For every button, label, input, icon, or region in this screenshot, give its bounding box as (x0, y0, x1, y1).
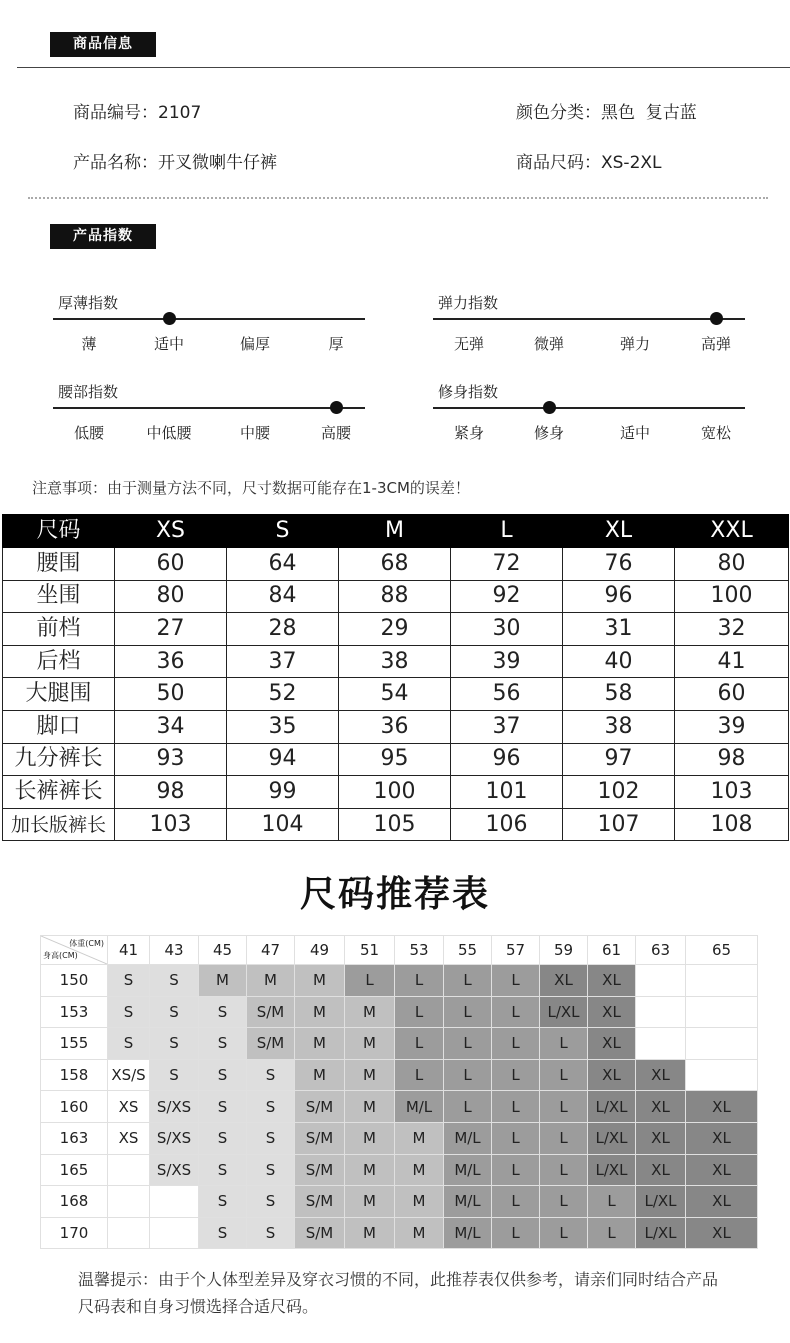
recommend-size-cell: XS (108, 1122, 150, 1154)
size-value-cell: 56 (451, 678, 563, 711)
size-value-cell: 103 (115, 808, 227, 841)
product-name-value: 开叉微喇牛仔裤 (158, 153, 277, 173)
recommend-size-cell: S/XS (150, 1122, 199, 1154)
index-title: 腰部指数 (58, 383, 119, 401)
recommend-size-cell: S/M (295, 1091, 345, 1123)
table-row (3, 548, 789, 581)
index-marker-dot (710, 312, 723, 325)
size-value-cell: 97 (563, 743, 675, 776)
size-table (2, 514, 789, 841)
size-value-cell: 36 (339, 710, 451, 743)
recommend-size-cell: S (247, 1122, 295, 1154)
table-row (41, 1059, 758, 1091)
product-info-tag: 商品信息 (50, 32, 156, 57)
recommend-size-cell: M (395, 1154, 444, 1186)
recommend-size-cell: S/M (247, 1028, 295, 1060)
size-value-cell: 38 (339, 645, 451, 678)
index-track (433, 318, 745, 320)
recommend-size-cell: L (492, 965, 540, 997)
size-value-cell: 94 (227, 743, 339, 776)
recommend-size-cell: L/XL (588, 1154, 636, 1186)
recommend-size-cell: S/M (295, 1217, 345, 1249)
recommend-size-cell: L (444, 996, 492, 1028)
index-marker-dot (330, 401, 343, 414)
recommend-size-cell: S (150, 996, 199, 1028)
recommend-size-cell: M/L (395, 1091, 444, 1123)
weight-header-cell: 49 (295, 936, 345, 965)
recommend-size-cell: M (295, 965, 345, 997)
recommend-size-cell: XS/S (108, 1059, 150, 1091)
index-option: 高弹 (700, 335, 731, 353)
recommend-table (40, 935, 758, 1249)
recommend-size-cell (108, 1154, 150, 1186)
size-header-cell: XXL (675, 515, 789, 548)
index-option: 适中 (153, 335, 184, 353)
index-title: 厚薄指数 (58, 294, 119, 312)
recommend-size-cell: S/M (295, 1186, 345, 1218)
recommend-size-cell (636, 1028, 686, 1060)
size-value-cell: 101 (451, 776, 563, 809)
recommend-size-cell (636, 965, 686, 997)
size-value-cell: 31 (563, 613, 675, 646)
table-row (41, 965, 758, 997)
size-value-cell: 36 (115, 645, 227, 678)
index-title: 弹力指数 (438, 294, 499, 312)
size-value-cell: 104 (227, 808, 339, 841)
recommend-size-cell: S (247, 1091, 295, 1123)
product-index-tag: 产品指数 (50, 224, 156, 249)
weight-header-cell: 53 (395, 936, 444, 965)
size-value-cell: 32 (675, 613, 789, 646)
size-value-cell: 99 (227, 776, 339, 809)
size-value-cell: 92 (451, 580, 563, 613)
table-row (3, 808, 789, 841)
table-row (41, 1186, 758, 1218)
size-value-cell: 88 (339, 580, 451, 613)
recommend-size-cell: L (395, 965, 444, 997)
weight-header-cell: 63 (636, 936, 686, 965)
recommend-size-cell: M (395, 1217, 444, 1249)
recommend-size-cell: L (540, 1091, 588, 1123)
recommend-size-cell: M (345, 996, 395, 1028)
recommend-size-cell: S (199, 1059, 247, 1091)
product-color (516, 98, 697, 123)
product-color-value: 黑色 复古蓝 (601, 103, 697, 123)
size-value-cell: 29 (339, 613, 451, 646)
index-option: 低腰 (73, 424, 104, 442)
weight-header-cell: 65 (686, 936, 758, 965)
weight-header-cell: 41 (108, 936, 150, 965)
product-size (516, 148, 662, 173)
recommend-size-cell: XL (636, 1154, 686, 1186)
product-size-label: 商品尺码： (516, 153, 601, 173)
size-value-cell: 102 (563, 776, 675, 809)
recommend-size-cell: S/M (247, 996, 295, 1028)
size-header-cell: XS (115, 515, 227, 548)
size-value-cell: 108 (675, 808, 789, 841)
recommend-size-cell: M (345, 1154, 395, 1186)
recommend-size-cell (686, 1028, 758, 1060)
recommend-size-cell: M (345, 1028, 395, 1060)
recommend-size-cell: S/M (295, 1122, 345, 1154)
recommend-size-cell: S (108, 965, 150, 997)
recommend-size-cell: L (395, 1059, 444, 1091)
height-cell: 155 (41, 1028, 108, 1060)
recommend-size-cell: L (492, 1028, 540, 1060)
weight-header-cell: 43 (150, 936, 199, 965)
index-thickness (53, 292, 365, 372)
index-marker-dot (543, 401, 556, 414)
height-cell: 150 (41, 965, 108, 997)
recommend-size-cell: L (395, 1028, 444, 1060)
weight-axis-label: 体重(CM) (69, 939, 104, 948)
recommend-size-cell: L (540, 1186, 588, 1218)
recommend-size-cell: XL (588, 965, 636, 997)
recommend-size-cell: M (345, 1059, 395, 1091)
row-label: 长裤裤长 (3, 776, 115, 809)
recommend-size-cell: M (395, 1186, 444, 1218)
size-value-cell: 30 (451, 613, 563, 646)
index-option: 宽松 (700, 424, 731, 442)
recommend-size-cell (686, 1059, 758, 1091)
recommend-size-cell: M (345, 1217, 395, 1249)
product-code (73, 98, 201, 123)
recommend-size-cell: XS (108, 1091, 150, 1123)
table-row (3, 580, 789, 613)
recommend-size-cell: L (492, 1059, 540, 1091)
index-option: 薄 (81, 335, 97, 353)
product-code-value: 2107 (158, 103, 202, 123)
recommend-size-cell: M/L (444, 1217, 492, 1249)
weight-header-cell: 59 (540, 936, 588, 965)
recommend-size-cell: S (150, 1028, 199, 1060)
row-label: 大腿围 (3, 678, 115, 711)
recommend-size-cell: L (540, 1154, 588, 1186)
size-value-cell: 107 (563, 808, 675, 841)
recommend-size-cell: S (150, 1059, 199, 1091)
table-row (3, 613, 789, 646)
recommend-size-cell: S (247, 1186, 295, 1218)
recommend-size-cell: XL (540, 965, 588, 997)
size-table-header (3, 515, 789, 548)
size-value-cell: 60 (115, 548, 227, 581)
recommend-corner-cell (41, 936, 108, 965)
row-label: 腰围 (3, 548, 115, 581)
index-option: 厚 (328, 335, 344, 353)
recommend-size-cell: S (247, 1059, 295, 1091)
recommend-size-cell: XL (588, 1059, 636, 1091)
size-value-cell: 27 (115, 613, 227, 646)
recommend-size-cell: S (199, 1217, 247, 1249)
size-value-cell: 58 (563, 678, 675, 711)
table-row (3, 776, 789, 809)
recommend-size-cell: XL (686, 1217, 758, 1249)
recommend-size-cell: L (492, 1091, 540, 1123)
row-label: 九分裤长 (3, 743, 115, 776)
recommend-size-cell: L/XL (636, 1186, 686, 1218)
weight-header-cell: 45 (199, 936, 247, 965)
recommend-size-cell: M (345, 1091, 395, 1123)
product-color-label: 颜色分类： (516, 103, 601, 123)
table-row (41, 1154, 758, 1186)
size-value-cell: 35 (227, 710, 339, 743)
size-value-cell: 39 (675, 710, 789, 743)
row-label: 后档 (3, 645, 115, 678)
size-value-cell: 54 (339, 678, 451, 711)
recommend-size-cell: L (540, 1059, 588, 1091)
index-track (53, 318, 365, 320)
size-value-cell: 105 (339, 808, 451, 841)
recommend-size-cell: M (199, 965, 247, 997)
recommend-size-cell: L (492, 1122, 540, 1154)
recommend-size-cell (636, 996, 686, 1028)
size-value-cell: 98 (115, 776, 227, 809)
weight-header-cell: 51 (345, 936, 395, 965)
size-value-cell: 37 (451, 710, 563, 743)
recommend-size-cell: S (199, 1028, 247, 1060)
index-option: 偏厚 (239, 335, 270, 353)
recommend-size-cell: L (444, 1091, 492, 1123)
size-value-cell: 98 (675, 743, 789, 776)
weight-header-cell: 61 (588, 936, 636, 965)
recommend-size-cell: L (492, 1154, 540, 1186)
size-value-cell: 34 (115, 710, 227, 743)
size-value-cell: 50 (115, 678, 227, 711)
recommend-size-cell: M (247, 965, 295, 997)
table-row (41, 996, 758, 1028)
product-size-value: XS-2XL (601, 153, 662, 173)
recommend-size-cell: M/L (444, 1186, 492, 1218)
recommend-size-cell: S (247, 1154, 295, 1186)
row-label: 前档 (3, 613, 115, 646)
size-value-cell: 95 (339, 743, 451, 776)
table-row (3, 710, 789, 743)
size-header-cell: L (451, 515, 563, 548)
size-value-cell: 40 (563, 645, 675, 678)
recommend-size-cell: L (540, 1028, 588, 1060)
recommend-size-cell: L (444, 1028, 492, 1060)
recommend-size-cell: S (108, 1028, 150, 1060)
recommend-size-cell: S/M (295, 1154, 345, 1186)
size-value-cell: 68 (339, 548, 451, 581)
recommend-size-cell: M (345, 1122, 395, 1154)
recommend-size-cell: L (492, 1186, 540, 1218)
size-value-cell: 52 (227, 678, 339, 711)
recommend-size-cell: S (199, 1154, 247, 1186)
recommend-size-cell: L/XL (588, 1091, 636, 1123)
weight-header-cell: 55 (444, 936, 492, 965)
recommend-size-cell: L (540, 1122, 588, 1154)
recommend-size-cell (150, 1186, 199, 1218)
weight-header-cell: 57 (492, 936, 540, 965)
table-row (41, 1217, 758, 1249)
index-option: 微弹 (533, 335, 564, 353)
recommend-size-cell: L (345, 965, 395, 997)
product-name (73, 148, 277, 173)
recommend-size-cell: L/XL (540, 996, 588, 1028)
recommend-size-cell: L/XL (636, 1217, 686, 1249)
index-option: 中低腰 (146, 424, 192, 442)
recommend-size-cell (686, 996, 758, 1028)
recommend-size-cell: M (395, 1122, 444, 1154)
recommend-size-cell: XL (636, 1122, 686, 1154)
recommend-size-cell: XL (636, 1059, 686, 1091)
recommend-size-cell: S/XS (150, 1091, 199, 1123)
index-option: 高腰 (320, 424, 351, 442)
size-value-cell: 84 (227, 580, 339, 613)
recommend-size-cell: L (540, 1217, 588, 1249)
height-cell: 168 (41, 1186, 108, 1218)
height-cell: 158 (41, 1059, 108, 1091)
size-value-cell: 80 (115, 580, 227, 613)
index-option: 紧身 (453, 424, 484, 442)
index-title: 修身指数 (438, 383, 499, 401)
height-cell: 153 (41, 996, 108, 1028)
size-value-cell: 60 (675, 678, 789, 711)
size-value-cell: 93 (115, 743, 227, 776)
dotted-divider (28, 197, 768, 199)
size-header-cell: S (227, 515, 339, 548)
index-marker-dot (163, 312, 176, 325)
recommend-size-cell: S (199, 1091, 247, 1123)
recommend-size-cell: L (588, 1186, 636, 1218)
recommend-size-cell: L (492, 996, 540, 1028)
recommend-size-cell: S (247, 1217, 295, 1249)
recommend-size-cell (108, 1217, 150, 1249)
row-label: 坐围 (3, 580, 115, 613)
table-row (3, 743, 789, 776)
recommend-size-cell: S (199, 1122, 247, 1154)
size-header-cell: 尺码 (3, 515, 115, 548)
size-value-cell: 37 (227, 645, 339, 678)
row-label: 脚口 (3, 710, 115, 743)
index-fit (433, 381, 745, 461)
size-header-cell: XL (563, 515, 675, 548)
index-option: 无弹 (453, 335, 484, 353)
size-value-cell: 100 (339, 776, 451, 809)
section-divider (17, 67, 790, 68)
row-label: 加长版裤长 (3, 808, 115, 841)
height-cell: 160 (41, 1091, 108, 1123)
index-elasticity (433, 292, 745, 372)
height-cell: 170 (41, 1217, 108, 1249)
recommend-size-cell: XL (686, 1122, 758, 1154)
table-row (41, 1122, 758, 1154)
index-track (433, 407, 745, 409)
recommend-size-cell: M/L (444, 1154, 492, 1186)
recommend-size-cell: S (108, 996, 150, 1028)
recommend-size-cell: M (345, 1186, 395, 1218)
recommend-size-cell: S (199, 996, 247, 1028)
size-value-cell: 80 (675, 548, 789, 581)
height-cell: 163 (41, 1122, 108, 1154)
size-value-cell: 41 (675, 645, 789, 678)
index-option: 修身 (533, 424, 564, 442)
recommend-size-cell: S/XS (150, 1154, 199, 1186)
recommend-size-cell (108, 1186, 150, 1218)
recommend-size-cell: M/L (444, 1122, 492, 1154)
index-option: 弹力 (619, 335, 650, 353)
recommend-title: 尺码推荐表 (299, 874, 490, 915)
table-row (3, 678, 789, 711)
size-value-cell: 96 (451, 743, 563, 776)
size-value-cell: 28 (227, 613, 339, 646)
recommend-size-cell: XL (686, 1091, 758, 1123)
recommend-size-cell: L (444, 1059, 492, 1091)
product-name-label: 产品名称： (73, 153, 158, 173)
table-row (41, 1091, 758, 1123)
product-code-label: 商品编号： (73, 103, 158, 123)
size-value-cell: 100 (675, 580, 789, 613)
recommend-size-cell: L (492, 1217, 540, 1249)
recommend-size-cell: XL (686, 1154, 758, 1186)
recommend-size-cell (686, 965, 758, 997)
recommend-size-cell: XL (588, 996, 636, 1028)
recommend-size-cell: L/XL (588, 1122, 636, 1154)
size-value-cell: 103 (675, 776, 789, 809)
size-value-cell: 72 (451, 548, 563, 581)
recommend-size-cell: XL (686, 1186, 758, 1218)
recommend-size-cell: S (199, 1186, 247, 1218)
height-axis-label: 身高(CM) (43, 951, 78, 960)
index-track (53, 407, 365, 409)
recommend-size-cell: M (295, 996, 345, 1028)
index-option: 中腰 (239, 424, 270, 442)
size-value-cell: 76 (563, 548, 675, 581)
recommend-size-cell: M (295, 1028, 345, 1060)
recommend-size-cell: S (150, 965, 199, 997)
size-value-cell: 64 (227, 548, 339, 581)
warm-tip: 温馨提示：由于个人体型差异及穿衣习惯的不同，此推荐表仅供参考，请亲们同时结合产品尺码表和自身习惯选择合适尺码。 (78, 1270, 719, 1316)
index-waist (53, 381, 365, 461)
height-cell: 165 (41, 1154, 108, 1186)
size-value-cell: 106 (451, 808, 563, 841)
recommend-size-cell: L (444, 965, 492, 997)
table-row (41, 1028, 758, 1060)
index-option: 适中 (619, 424, 650, 442)
recommend-size-cell: M (295, 1059, 345, 1091)
recommend-size-cell: XL (588, 1028, 636, 1060)
size-value-cell: 38 (563, 710, 675, 743)
size-header-cell: M (339, 515, 451, 548)
recommend-size-cell (150, 1217, 199, 1249)
weight-header-cell: 47 (247, 936, 295, 965)
size-value-cell: 96 (563, 580, 675, 613)
measurement-note: 注意事项：由于测量方法不同，尺寸数据可能存在1-3CM的误差！ (32, 479, 470, 497)
size-value-cell: 39 (451, 645, 563, 678)
table-row (3, 645, 789, 678)
recommend-size-cell: L (395, 996, 444, 1028)
recommend-size-cell: XL (636, 1091, 686, 1123)
recommend-size-cell: L (588, 1217, 636, 1249)
